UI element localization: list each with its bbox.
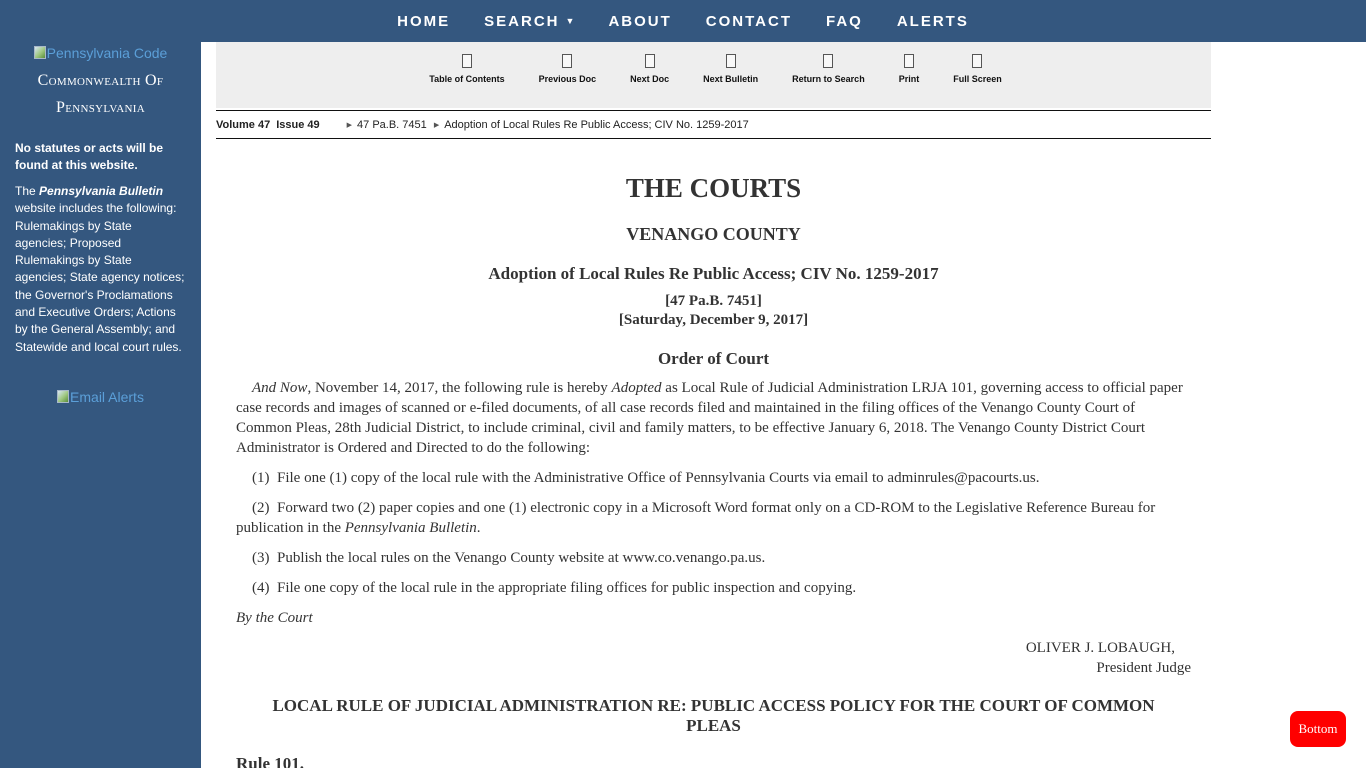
nav-home[interactable] xyxy=(397,3,450,39)
order-item-1: (1) File one (1) copy of the local rule with the Administrative Office of Pennsylvania Courts via email to adminrules@pacourts.us. xyxy=(252,470,1040,486)
volume-label: Volume 47 xyxy=(216,118,271,131)
intro-em1: And Now xyxy=(252,380,308,396)
order-heading: Order of Court xyxy=(657,349,770,368)
tool-label: Full Screen xyxy=(953,74,1002,84)
desc-bulletin-name: Pennsylvania Bulletin xyxy=(39,184,164,198)
pennsylvania-code-logo-link[interactable] xyxy=(0,45,201,61)
section-heading: THE COURTS xyxy=(625,173,802,203)
item2-tail: . xyxy=(476,520,481,536)
sidebar-description xyxy=(0,183,201,356)
breadcrumb xyxy=(216,110,1211,139)
breadcrumb-trail xyxy=(347,119,749,131)
county-heading: VENANGO COUNTY xyxy=(626,224,801,244)
nav-about[interactable] xyxy=(608,3,671,39)
previous-doc-icon xyxy=(562,54,572,68)
nav-contact-label: CONTACT xyxy=(705,12,792,30)
print-button[interactable] xyxy=(899,42,920,108)
tool-label: Print xyxy=(898,74,920,84)
top-navigation xyxy=(0,0,1366,42)
commonwealth-line1: Commonwealth Of xyxy=(37,72,164,89)
breadcrumb-item-title: Adoption of Local Rules Re Public Access; CIV No. 1259-2017 xyxy=(444,118,749,131)
return-to-search-icon xyxy=(823,54,833,68)
commonwealth-line2: Pennsylvania xyxy=(56,99,145,116)
next-bulletin-button[interactable] xyxy=(703,42,758,108)
order-item-4: (4) File one copy of the local rule in the appropriate filing offices for public inspection and copying. xyxy=(252,580,857,596)
logo-alt-text: Pennsylvania Code xyxy=(46,45,168,61)
tool-label: Next Doc xyxy=(630,74,670,84)
sidebar-notice: No statutes or acts will be found at this website. xyxy=(15,141,164,172)
triangle-right-icon: ▶ xyxy=(346,121,353,129)
item2-text: (2) Forward two (2) paper copies and one (1) electronic copy in a Microsoft Word format only on a CD-ROM to the Legislative Reference Bureau for publication in the xyxy=(236,500,1159,536)
return-to-search-button[interactable] xyxy=(792,42,865,108)
desc-prefix: The xyxy=(15,184,40,198)
order-item-2 xyxy=(236,498,1191,538)
document-title: Adoption of Local Rules Re Public Access; CIV No. 1259-2017 xyxy=(488,264,939,283)
tool-label: Next Bulletin xyxy=(703,74,759,84)
document-toolbar xyxy=(216,42,1211,108)
email-alerts-link[interactable] xyxy=(0,389,201,405)
rule-number: Rule 101. xyxy=(236,754,304,768)
table-of-contents-button[interactable] xyxy=(429,42,504,108)
item2-em: Pennsylvania Bulletin xyxy=(344,520,477,536)
triangle-right-icon: ▶ xyxy=(433,121,440,129)
signature-block xyxy=(236,638,1191,678)
nav-about-label: ABOUT xyxy=(608,12,672,30)
tool-label: Return to Search xyxy=(792,74,865,84)
email-alerts-alt-text: Email Alerts xyxy=(70,388,144,405)
nav-faq-label: FAQ xyxy=(825,12,863,30)
nav-search[interactable] xyxy=(484,3,574,39)
by-the-court: By the Court xyxy=(236,610,313,626)
signer-name: OLIVER J. LOBAUGH, xyxy=(1025,640,1175,656)
citation-block xyxy=(236,292,1191,330)
intro-paragraph xyxy=(236,378,1191,458)
issue-label: Issue 49 xyxy=(276,118,320,131)
intro-t2: as Local Rule of Judicial Administration LRJA 101, governing access to official paper case records and images of scanned or e-filed documents, of all case records filed and maintained in the filing offices of the Venango County Court of Common Pleas, 28th Judicial District, to include criminal, civil and family matters, to be effective January 6, 2018. The Venango County District Court Administrator is Ordered and Directed to do the following: xyxy=(236,380,1183,456)
intro-t1: , November 14, 2017, the following rule is hereby xyxy=(307,380,612,396)
broken-image-icon xyxy=(57,390,69,403)
next-doc-icon xyxy=(645,54,655,68)
next-doc-button[interactable] xyxy=(630,42,669,108)
nav-contact[interactable] xyxy=(706,3,792,39)
previous-doc-button[interactable] xyxy=(539,42,597,108)
tool-label: Table of Contents xyxy=(429,74,505,84)
next-bulletin-icon xyxy=(726,54,736,68)
sidebar xyxy=(0,42,201,768)
citation: [47 Pa.B. 7451] xyxy=(665,293,762,309)
nav-alerts-label: ALERTS xyxy=(896,12,969,30)
order-item-3: (3) Publish the local rules on the Venango County website at www.co.venango.pa.us. xyxy=(252,550,766,566)
breadcrumb-item-citation[interactable]: 47 Pa.B. 7451 xyxy=(357,118,427,131)
table-of-contents-icon xyxy=(462,54,472,68)
document-content xyxy=(236,170,1191,768)
nav-search-label: SEARCH xyxy=(484,12,560,30)
full-screen-button[interactable] xyxy=(953,42,1002,108)
desc-rest: website includes the following: Rulemakings by State agencies; Proposed Rulemakings by State agencies; State agency notices; the Governor's Proclamations and Executive Orders; Actions by the General Assembly; and Statewide and local court rules. xyxy=(15,201,185,354)
publication-date: [Saturday, December 9, 2017] xyxy=(618,312,809,328)
print-icon xyxy=(904,54,914,68)
volume-issue xyxy=(216,119,320,131)
nav-home-label: HOME xyxy=(397,12,451,30)
nav-faq[interactable] xyxy=(826,3,863,39)
broken-image-icon xyxy=(34,46,46,59)
signer-title: President Judge xyxy=(1096,660,1191,676)
nav-alerts[interactable] xyxy=(897,3,969,39)
rule-heading: LOCAL RULE OF JUDICIAL ADMINISTRATION RE: PUBLIC ACCESS POLICY FOR THE COURT OF COMMON PLEAS xyxy=(272,696,1155,735)
scroll-to-bottom-button[interactable]: Bottom xyxy=(1290,711,1346,747)
chevron-down-icon: ▼ xyxy=(565,16,575,26)
commonwealth-title xyxy=(0,67,201,121)
tool-label: Previous Doc xyxy=(538,74,597,84)
full-screen-icon xyxy=(972,54,982,68)
intro-em2: Adopted xyxy=(611,380,662,396)
